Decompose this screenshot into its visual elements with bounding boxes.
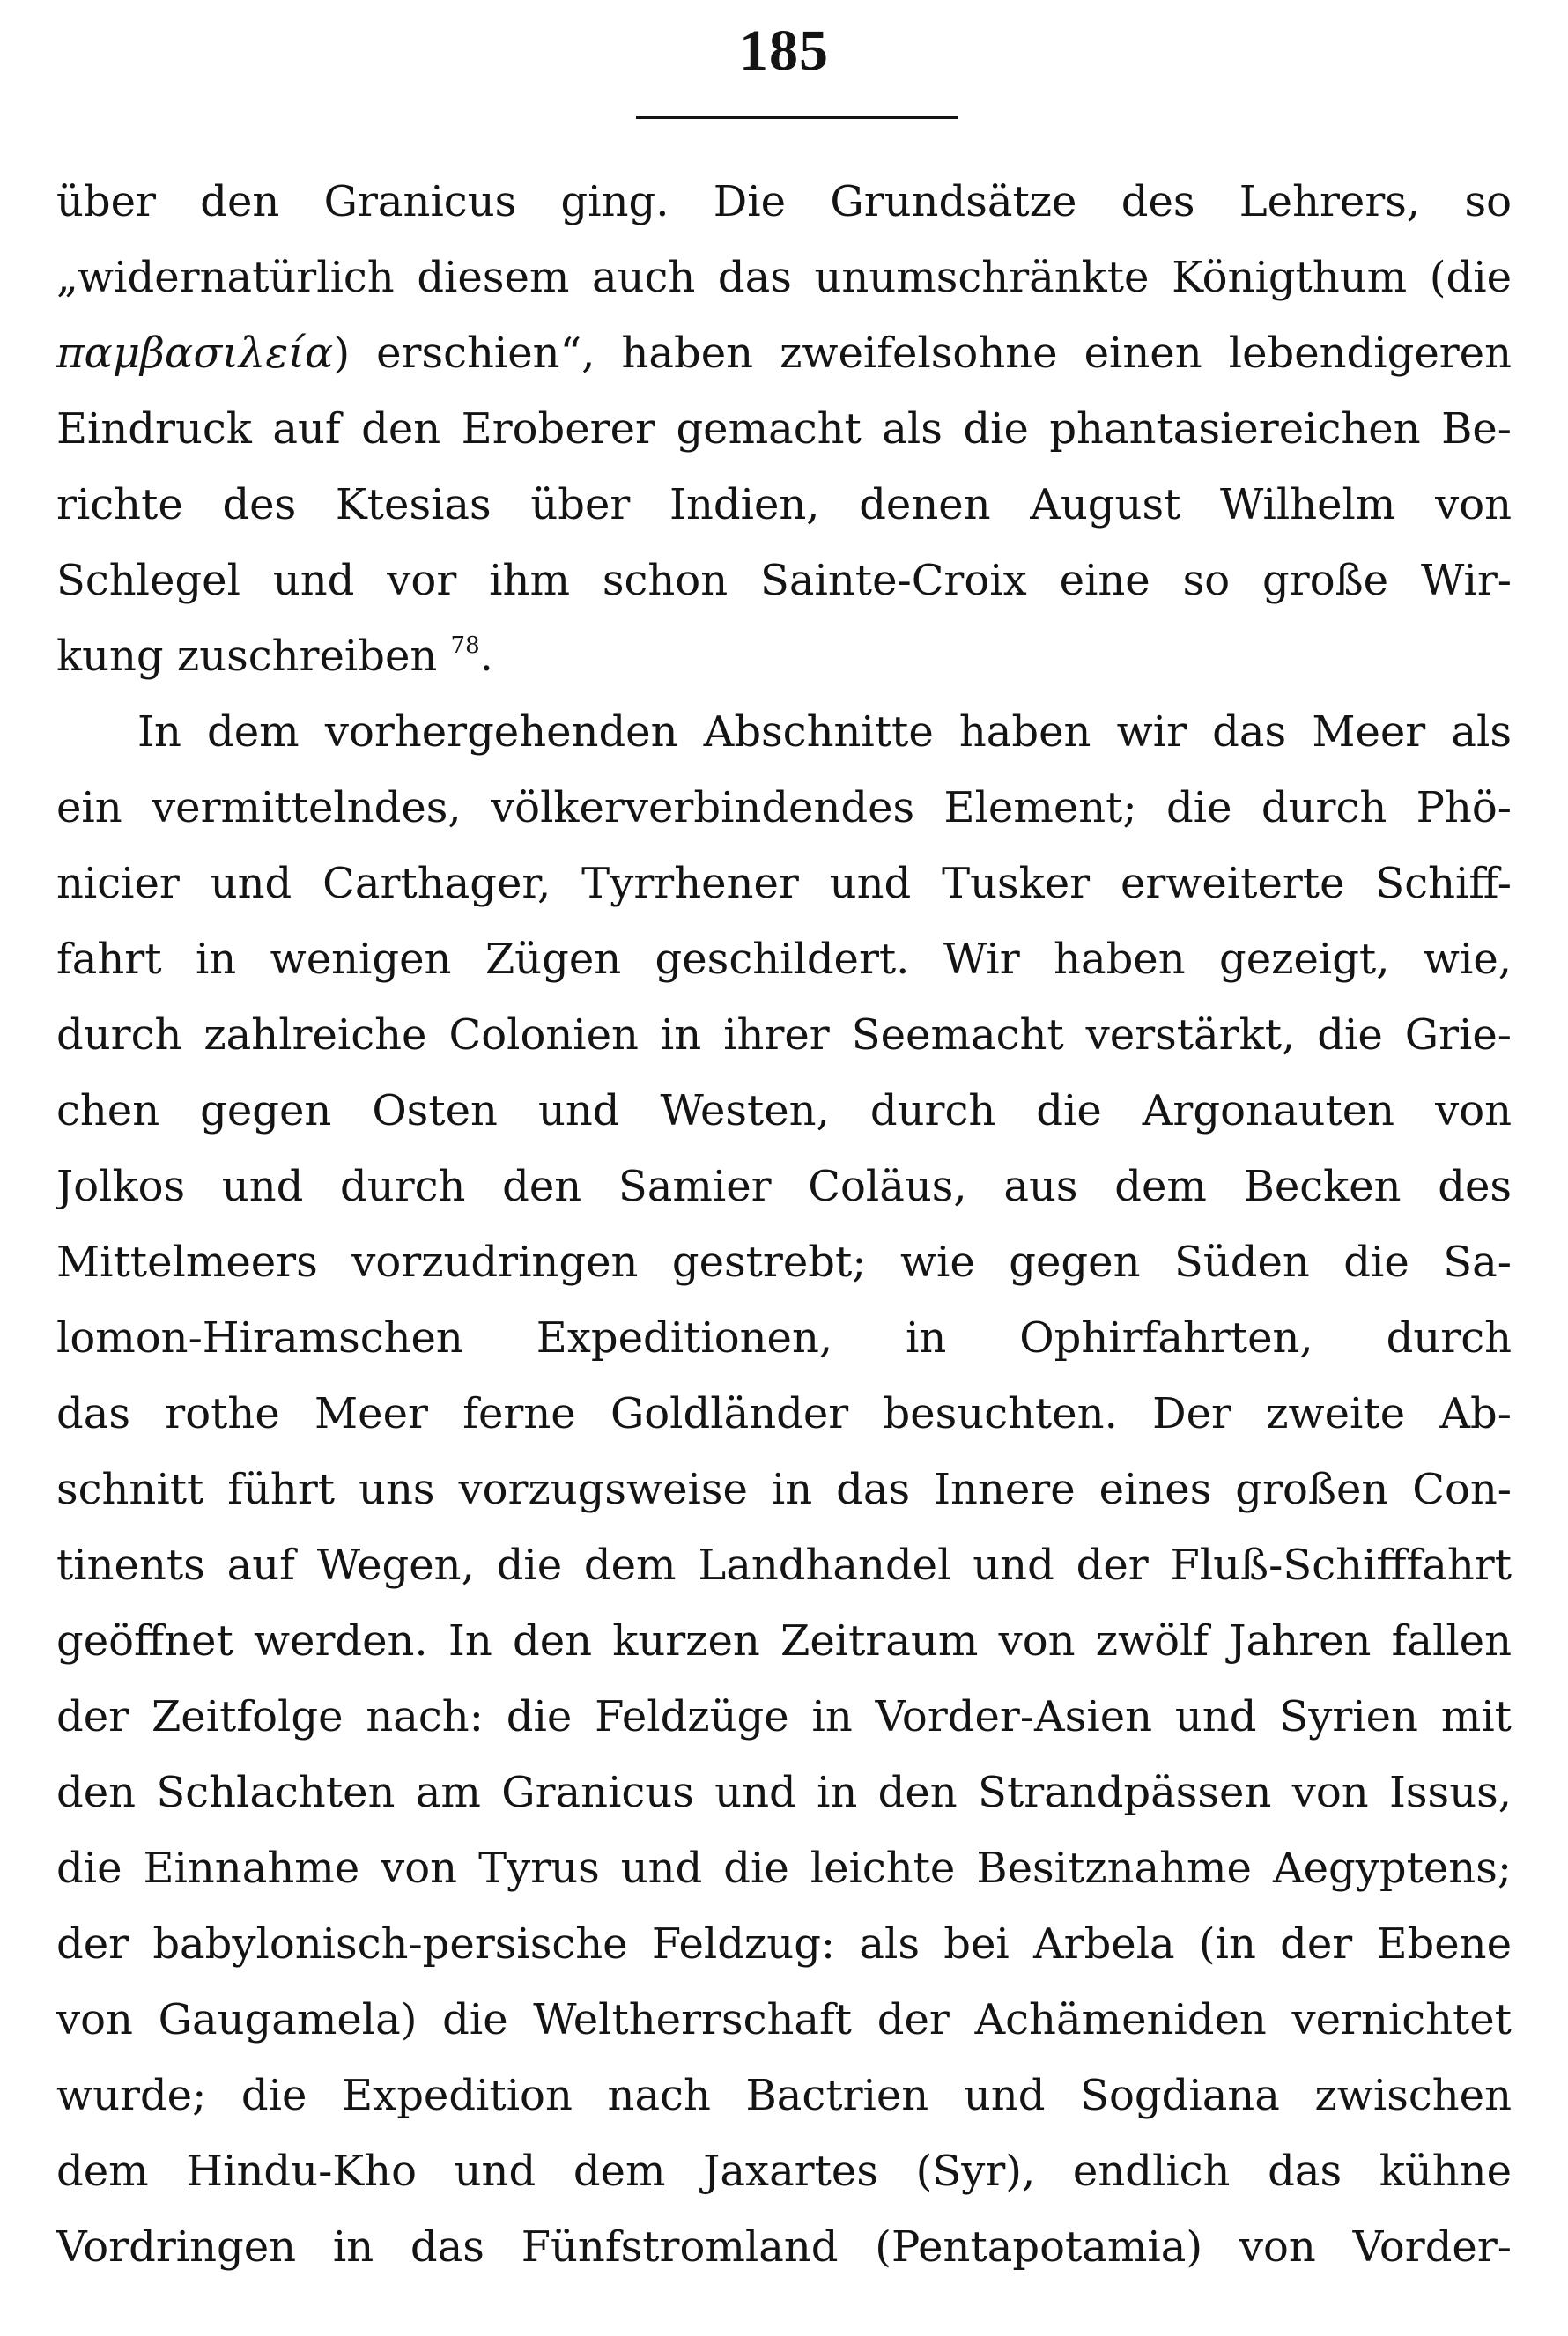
text-line: die Einnahme von Tyrus und die leichte Besitznahme Aegyptens;	[56, 1844, 1512, 1893]
paragraph-end-text: kung zuschreiben	[56, 632, 438, 681]
text-line: schnitt führt uns vorzugsweise in das Innere eines großen Con-	[56, 1465, 1512, 1514]
text-line	[56, 618, 1512, 694]
text-line: nicier und Carthager, Tyrrhener und Tusker erweiterte Schiff-	[56, 859, 1512, 908]
text-line: Mittelmeers vorzudringen gestrebt; wie gegen Süden die Sa-	[56, 1238, 1512, 1287]
text-line: tinents auf Wegen, die dem Landhandel und der Fluß-Schifffahrt	[56, 1541, 1512, 1590]
text-line: Vordringen in das Fünfstromland (Pentapotamia) von Vorder-	[56, 2222, 1512, 2272]
text-line: „widernatürlich diesem auch das unumschränkte Königthum (die	[56, 253, 1512, 302]
text-line: der Zeitfolge nach: die Feldzüge in Vorder-Asien und Syrien mit	[56, 1692, 1512, 1741]
text-line: Eindruck auf den Eroberer gemacht als die phantasiereichen Be-	[56, 404, 1512, 454]
text-line: wurde; die Expedition nach Bactrien und Sogdiana zwischen	[56, 2071, 1512, 2120]
text-line-indented: In dem vorhergehenden Abschnitte haben wir das Meer als	[137, 707, 1512, 757]
text-line: Jolkos und durch den Samier Coläus, aus dem Becken des	[56, 1162, 1512, 1211]
text-line: Schlegel und vor ihm schon Sainte-Croix eine so große Wir-	[56, 556, 1512, 605]
text-line: der babylonisch-persische Feldzug: als bei Arbela (in der Ebene	[56, 1919, 1512, 1969]
text-line: ein vermittelndes, völkerverbindendes Element; die durch Phö-	[56, 783, 1512, 832]
text-line: fahrt in wenigen Zügen geschildert. Wir haben gezeigt, wie,	[56, 935, 1512, 984]
greek-word: παμβασιλεία	[56, 329, 334, 378]
text-line: von Gaugamela) die Weltherrschaft der Achämeniden vernichtet	[56, 1995, 1512, 2044]
body-text	[56, 164, 1512, 2285]
text-line: durch zahlreiche Colonien in ihrer Seemacht verstärkt, die Grie-	[56, 1010, 1512, 1060]
text-line: richte des Ktesias über Indien, denen August Wilhelm von	[56, 480, 1512, 529]
text-line-rest: ) erschien“, haben zweifelsohne einen lebendigeren	[333, 329, 1512, 378]
text-line: lomon-Hiramschen Expeditionen, in Ophirfahrten, durch	[56, 1313, 1512, 1363]
text-line: über den Granicus ging. Die Grundsätze des Lehrers, so	[56, 177, 1512, 226]
text-line: geöffnet werden. In den kurzen Zeitraum von zwölf Jahren fallen	[56, 1616, 1512, 1666]
text-line: dem Hindu-Kho und dem Jaxartes (Syr), endlich das kühne	[56, 2147, 1512, 2196]
footnote-reference: 78	[450, 632, 480, 659]
text-line	[56, 315, 1512, 391]
text-line: chen gegen Osten und Westen, durch die Argonauten von	[56, 1086, 1512, 1135]
text-line: den Schlachten am Granicus und in den Strandpässen von Issus,	[56, 1768, 1512, 1817]
text-line: das rothe Meer ferne Goldländer besuchten. Der zweite Ab-	[56, 1389, 1512, 1438]
paragraph-end-punct: .	[479, 632, 493, 681]
header-rule	[636, 116, 958, 119]
page-number: 185	[739, 18, 829, 83]
